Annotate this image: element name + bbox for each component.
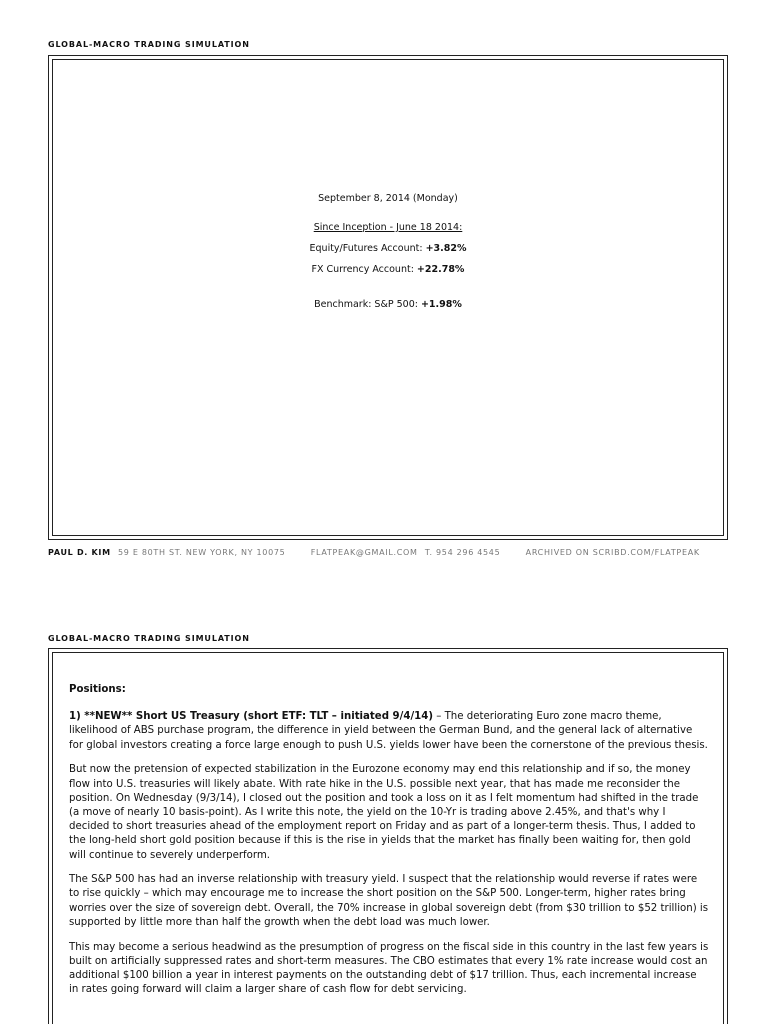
- cover-frame: [48, 55, 728, 540]
- since-inception-label: Since Inception - June 18 2014:: [313, 222, 463, 233]
- author-email[interactable]: FLATPEAK@GMAIL.COM: [310, 548, 418, 557]
- paragraph-4: This may become a serious headwind as the presumption of progress on the fiscal side in this country in the last few years is built on artificially suppressed rates and short-term measures. The CBO estimates that every 1% rate increase would cost an additional $100 billion a year in interest payments on the outstanding debt of $17 trillion. Thus, each incremental increase in rates going forward will claim a larger share of cash flow for debt servicing.: [69, 941, 709, 996]
- cover-inner-border: [52, 59, 724, 536]
- equity-account-line: [53, 242, 723, 255]
- page-footer: [48, 548, 728, 557]
- fx-label: FX Currency Account:: [311, 264, 417, 275]
- author-address: 59 E 80TH ST. NEW YORK, NY 10075: [118, 548, 286, 557]
- performance-summary: [53, 192, 723, 311]
- position-1-text: – The deteriorating Euro zone macro theme, likelihood of ABS purchase program, the difference in yield between the German Bund, and the general lack of alternative for global investors creating a force large enough to push U.S. yields lower have been the cornerstone of the previous thesis.: [69, 711, 708, 751]
- position-1-title: 1) **NEW** Short US Treasury (short ETF: TLT – initiated 9/4/14): [69, 711, 433, 723]
- position-item-1: [69, 710, 709, 753]
- benchmark-label: Benchmark: S&P 500:: [314, 299, 421, 310]
- author-phone: T. 954 296 4545: [424, 548, 501, 557]
- benchmark-line: [53, 298, 723, 311]
- paragraph-2: But now the pretension of expected stabilization in the Eurozone economy may end this relationship and if so, the money flow into U.S. treasuries will likely abate. With rate hike in the U.S. possible next year, that has made me reconsider the position. On Wednesday (9/3/14), I closed out the position and took a loss on it as I felt momentum had shifted in the trade (a move of nearly 10 basis-point). As I write this note, the yield on the 10-Yr is trading above 2.45%, and that's why I decided to short treasuries ahead of the employment report on Friday and as part of a longer-term thesis. Thus, I added to the long-held short gold position because if this is the rise in yields that the market has finally been waiting for, then gold will continue to severely underperform.: [69, 764, 699, 861]
- positions-body: [69, 683, 709, 1008]
- positions-frame: [48, 648, 728, 1024]
- benchmark-value: +1.98%: [420, 299, 462, 310]
- fx-value: +22.78%: [416, 264, 465, 275]
- page-header-2: GLOBAL-MACRO TRADING SIMULATION: [48, 634, 250, 643]
- equity-value: +3.82%: [425, 243, 467, 254]
- archive-link[interactable]: ARCHIVED ON SCRIBD.COM/FLATPEAK: [525, 548, 700, 557]
- fx-account-line: [53, 263, 723, 276]
- author-name: PAUL D. KIM: [48, 548, 111, 557]
- positions-inner-border: [52, 652, 724, 1024]
- equity-label: Equity/Futures Account:: [309, 243, 426, 254]
- positions-heading: Positions:: [69, 684, 126, 695]
- report-date: September 8, 2014 (Monday): [318, 193, 458, 204]
- page-header: GLOBAL-MACRO TRADING SIMULATION: [48, 40, 250, 49]
- paragraph-3: The S&P 500 has had an inverse relationship with treasury yield. I suspect that the relationship would reverse if rates were to rise quickly – which may encourage me to increase the short position on the S&P 500. Longer-term, higher rates bring worries over the size of sovereign debt. Overall, the 70% increase in global sovereign debt (from $30 trillion to $52 trillion) is supported by little more than half the growth when the debt load was much lower.: [69, 874, 709, 928]
